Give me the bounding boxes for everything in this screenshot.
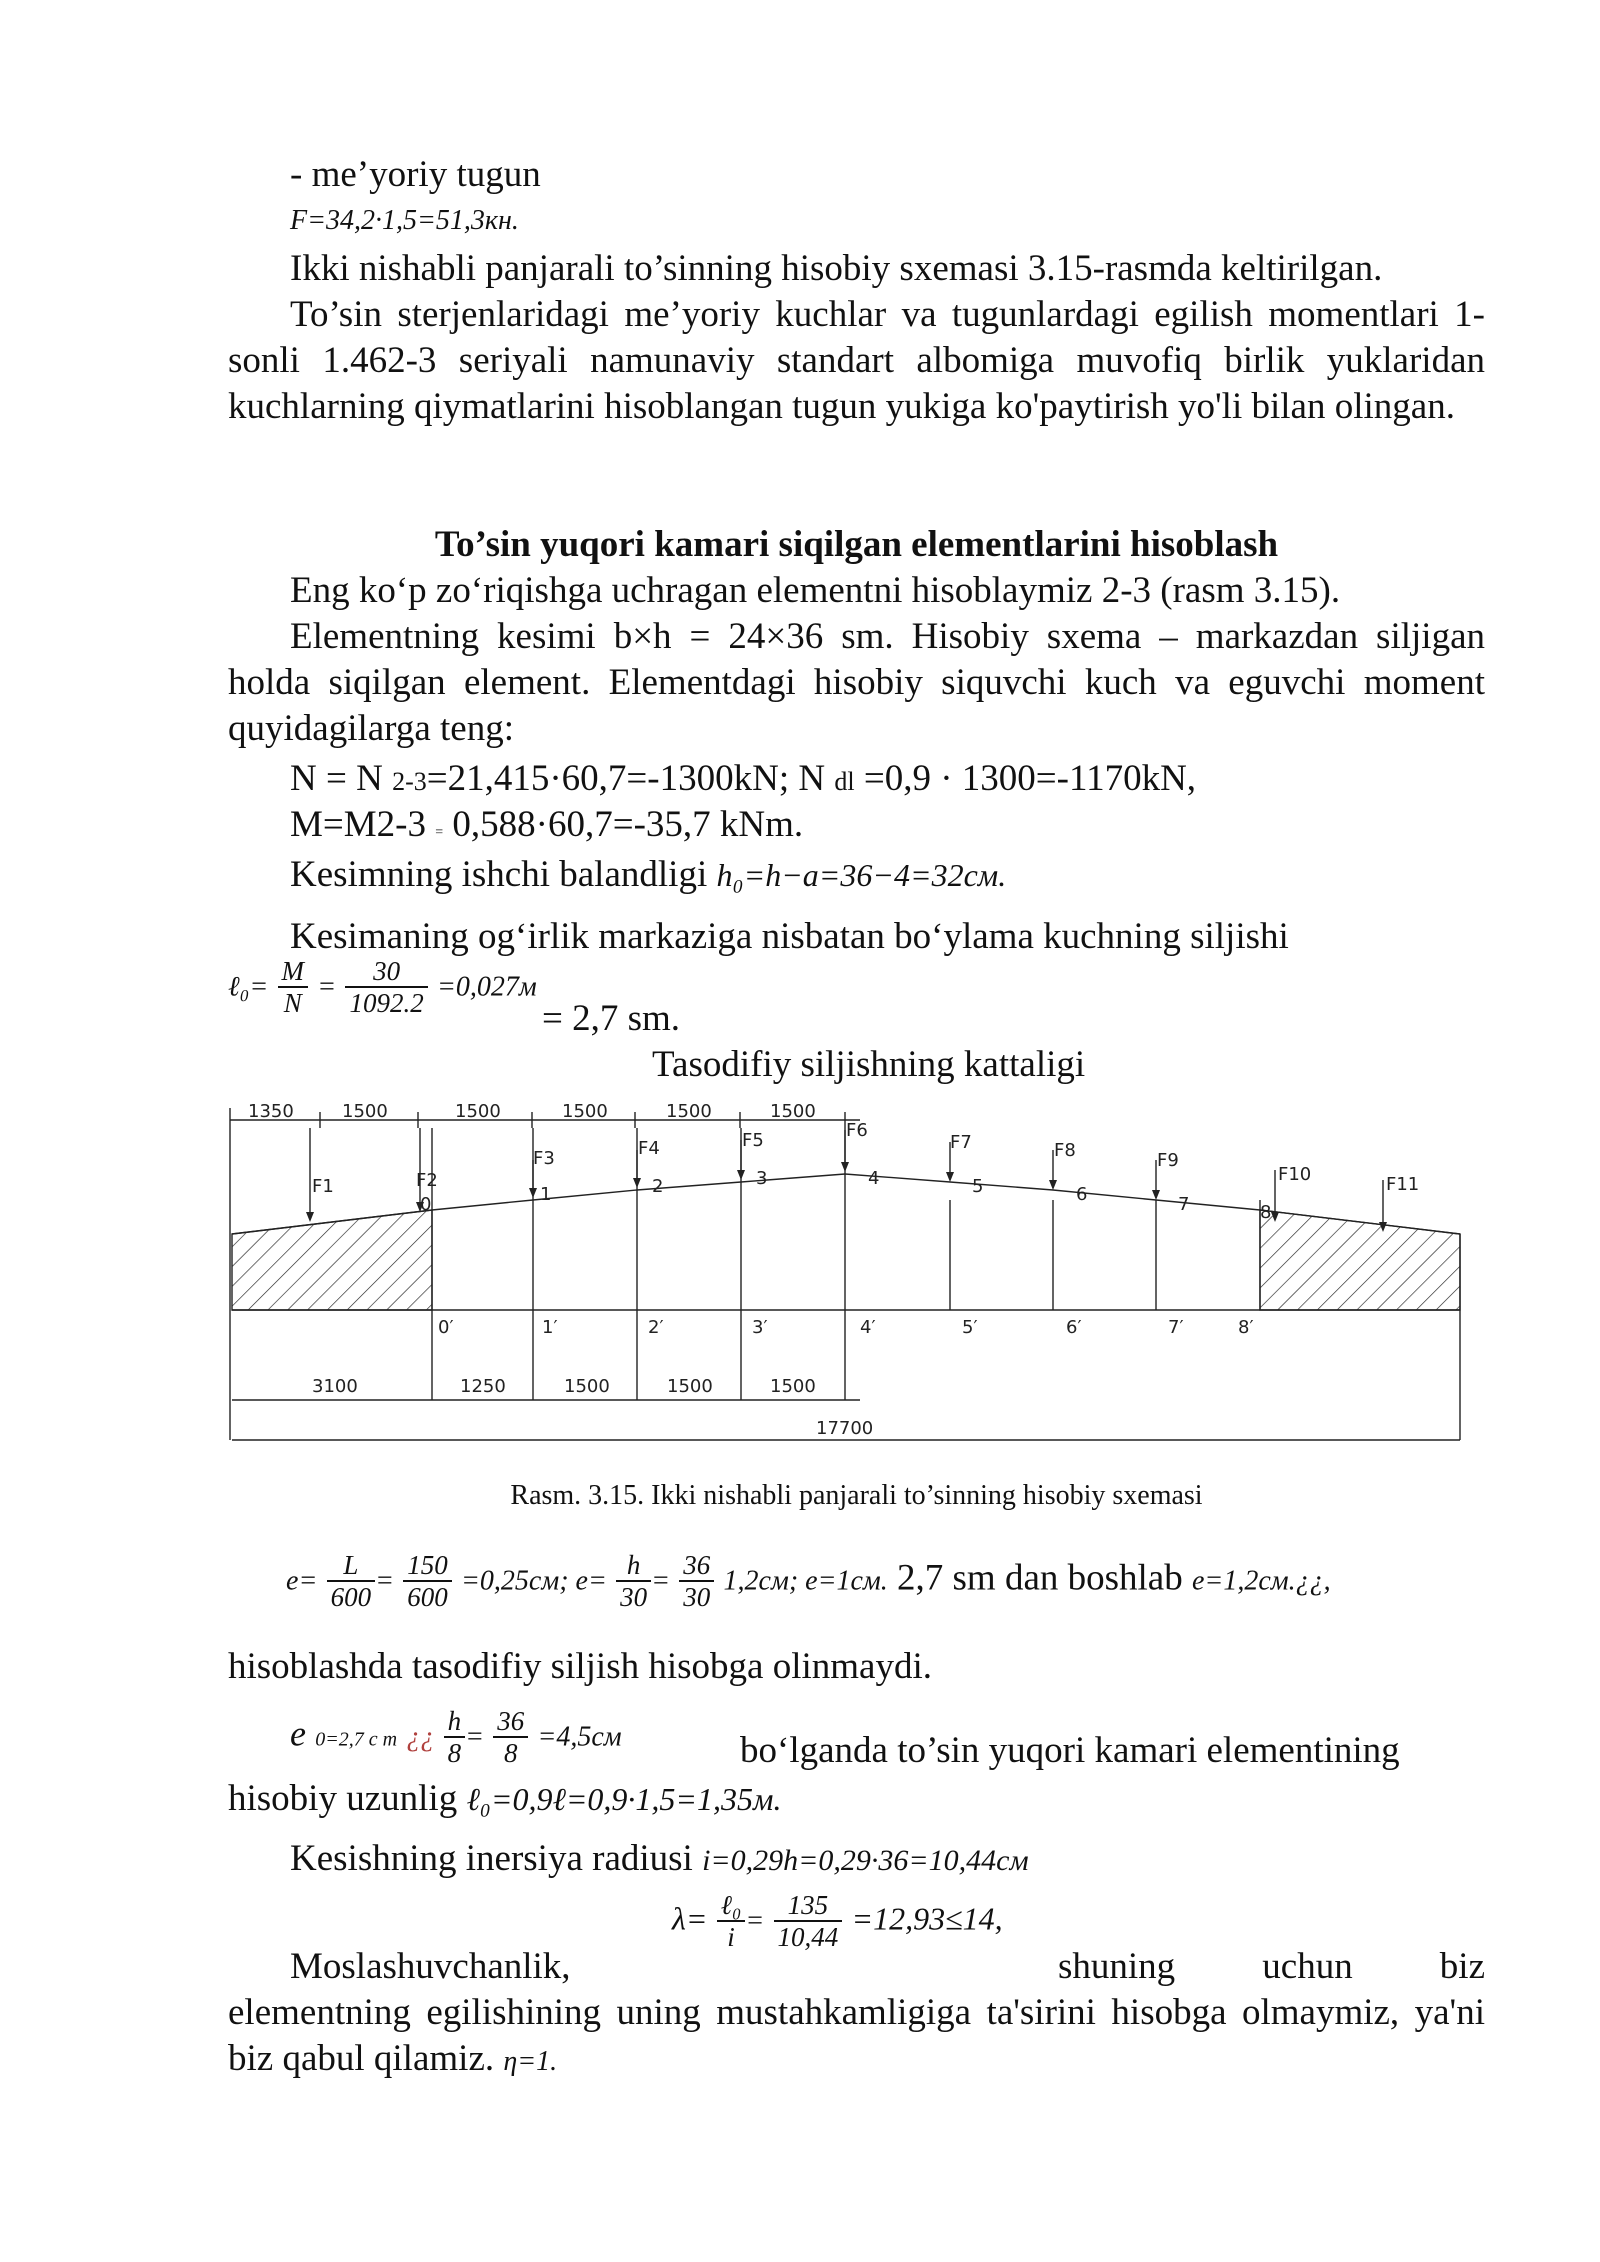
node-label: 2	[652, 1176, 664, 1197]
dim-label: 1500	[770, 1376, 816, 1397]
text-line: Moslashuvchanlik,	[290, 1946, 571, 1987]
force-label: F9	[1157, 1150, 1179, 1171]
dim-label: 3100	[312, 1376, 358, 1397]
node-label: 6	[1076, 1184, 1088, 1205]
text-line: shuning uchun biz	[1058, 1946, 1485, 1987]
node-label: 1	[540, 1184, 552, 1205]
dim-label: 1500	[455, 1101, 501, 1122]
force-label: F6	[846, 1120, 868, 1141]
dim-label: 17700	[816, 1418, 874, 1439]
text-line: - me’yoriy tugun	[290, 154, 541, 195]
dim-label: 1500	[562, 1101, 608, 1122]
node-label: 4′	[860, 1317, 876, 1338]
force-label: F3	[533, 1148, 555, 1169]
force-label: F8	[1054, 1140, 1076, 1161]
dim-label: 1250	[460, 1376, 506, 1397]
node-label: 8′	[1238, 1317, 1254, 1338]
working-height-line: Kesimning ishchi balandligi h₀=h−a=36−4=32см.	[290, 854, 1007, 895]
node-label: 3	[756, 1168, 768, 1189]
eccentricity-formula: ℓ₀= $\frac{M}{N}$ = $\frac{30}{1092.2}$ =0,027м	[228, 956, 537, 1018]
condition-formula: e 0=2,7 c m ¿¿ $\frac{h}{8}$ = $\frac{36}{8}$ =4,5см	[290, 1706, 622, 1768]
force-label: F5	[742, 1130, 764, 1151]
dim-label: 1500	[342, 1101, 388, 1122]
node-label: 0	[420, 1194, 432, 1215]
dim-label: 1500	[564, 1376, 610, 1397]
node-label: 4	[868, 1168, 880, 1189]
dim-label: 1500	[770, 1101, 816, 1122]
random-eccentricity-formula: e= $\frac{L}{600}$ = $\frac{150}{600}$ =0,25см; e= $\frac{h}{30}$ = $\frac{36}{30}$ 1,2см; e=1см. 2,7 sm dan boshlab e=1,2см.¿¿,	[286, 1550, 1331, 1612]
calc-length-line: hisobiy uzunlig ℓ₀=0,9ℓ=0,9·1,5=1,35м.	[228, 1778, 782, 1819]
node-label: 0′	[438, 1317, 454, 1338]
force-label: F1	[312, 1176, 334, 1197]
node-label: 8	[1260, 1202, 1272, 1223]
force-label: F10	[1278, 1164, 1312, 1185]
text-line: Eng ko‘p zo‘riqishga uchragan elementni hisoblaymiz 2-3 (rasm 3.15).	[290, 570, 1341, 611]
node-label: 3′	[752, 1317, 768, 1338]
dim-label: 1500	[667, 1376, 713, 1397]
force-label: F2	[416, 1170, 438, 1191]
figure-caption: Rasm. 3.15. Ikki nishabli panjarali to’sinning hisobiy sxemasi	[510, 1480, 1203, 1511]
truss-scheme-diagram	[220, 1100, 1470, 1460]
force-label: F7	[950, 1132, 972, 1153]
eccentricity-result: = 2,7 sm.	[542, 998, 681, 1039]
node-label: 1′	[542, 1317, 558, 1338]
force-label: F4	[638, 1138, 660, 1159]
text-line: hisoblashda tasodifiy siljish hisobga olinmaydi.	[228, 1646, 932, 1687]
node-label: 5′	[962, 1317, 978, 1338]
node-label: 5	[972, 1176, 984, 1197]
text-line: Tasodifiy siljishning kattaligi	[652, 1044, 1086, 1085]
paragraph-3: Kesimaning og‘irlik markaziga nisbatan bo‘ylama kuchning siljishi	[290, 916, 1289, 957]
inertia-radius-line: Kesishning inersiya radiusi i=0,29h=0,29·36=10,44см	[290, 1838, 1029, 1879]
formula-n: N = N 2-3=21,415·60,7=-1300kN; N dl =0,9 · 1300=-1170kN,	[290, 758, 1197, 799]
paragraph-2: Elementning kesimi b×h = 24×36 sm. Hisobiy sxema – markazdan siljigan holda siqilgan element. Elementdagi hisobiy siquvchi kuch va eguvchi moment quyidagilarga teng:	[228, 616, 1485, 749]
node-label: 6′	[1066, 1317, 1082, 1338]
dim-label: 1500	[666, 1101, 712, 1122]
formula-m: M=M2-3 = 0,588·60,7=-35,7 kNm.	[290, 804, 804, 845]
node-label: 7	[1178, 1194, 1190, 1215]
text-line: bo‘lganda to’sin yuqori kamari elementining	[740, 1730, 1400, 1771]
formula-f: F=34,2·1,5=51,3кн.	[290, 205, 519, 236]
dim-label: 1350	[248, 1101, 294, 1122]
node-label: 2′	[648, 1317, 664, 1338]
section-heading: To’sin yuqori kamari siqilgan elementlarini hisoblash	[434, 524, 1279, 565]
paragraph-1: To’sin sterjenlaridagi me’yoriy kuchlar va tugunlardagi egilish momentlari 1-sonli 1.462-3 seriyali namunaviy standart albomiga muvofiq birlik yuklaridan kuchlarning qiymatlarini hisoblangan tugun yukiga ko'paytirish yo'li bilan olingan.	[228, 294, 1485, 427]
node-label: 7′	[1168, 1317, 1184, 1338]
force-label: F11	[1386, 1174, 1420, 1195]
paragraph-4: elementning egilishining uning mustahkamligiga ta'sirini hisobga olmaymiz, ya'ni biz qabul qilamiz. η=1.	[228, 1992, 1485, 2079]
slenderness-formula: λ= $\frac{\text{ℓ₀}}{i}$ = $\frac{135}{10,44}$ =12,93≤14,	[672, 1890, 1003, 1952]
text-line: Ikki nishabli panjarali to’sinning hisobiy sxemasi 3.15-rasmda keltirilgan.	[290, 248, 1383, 289]
